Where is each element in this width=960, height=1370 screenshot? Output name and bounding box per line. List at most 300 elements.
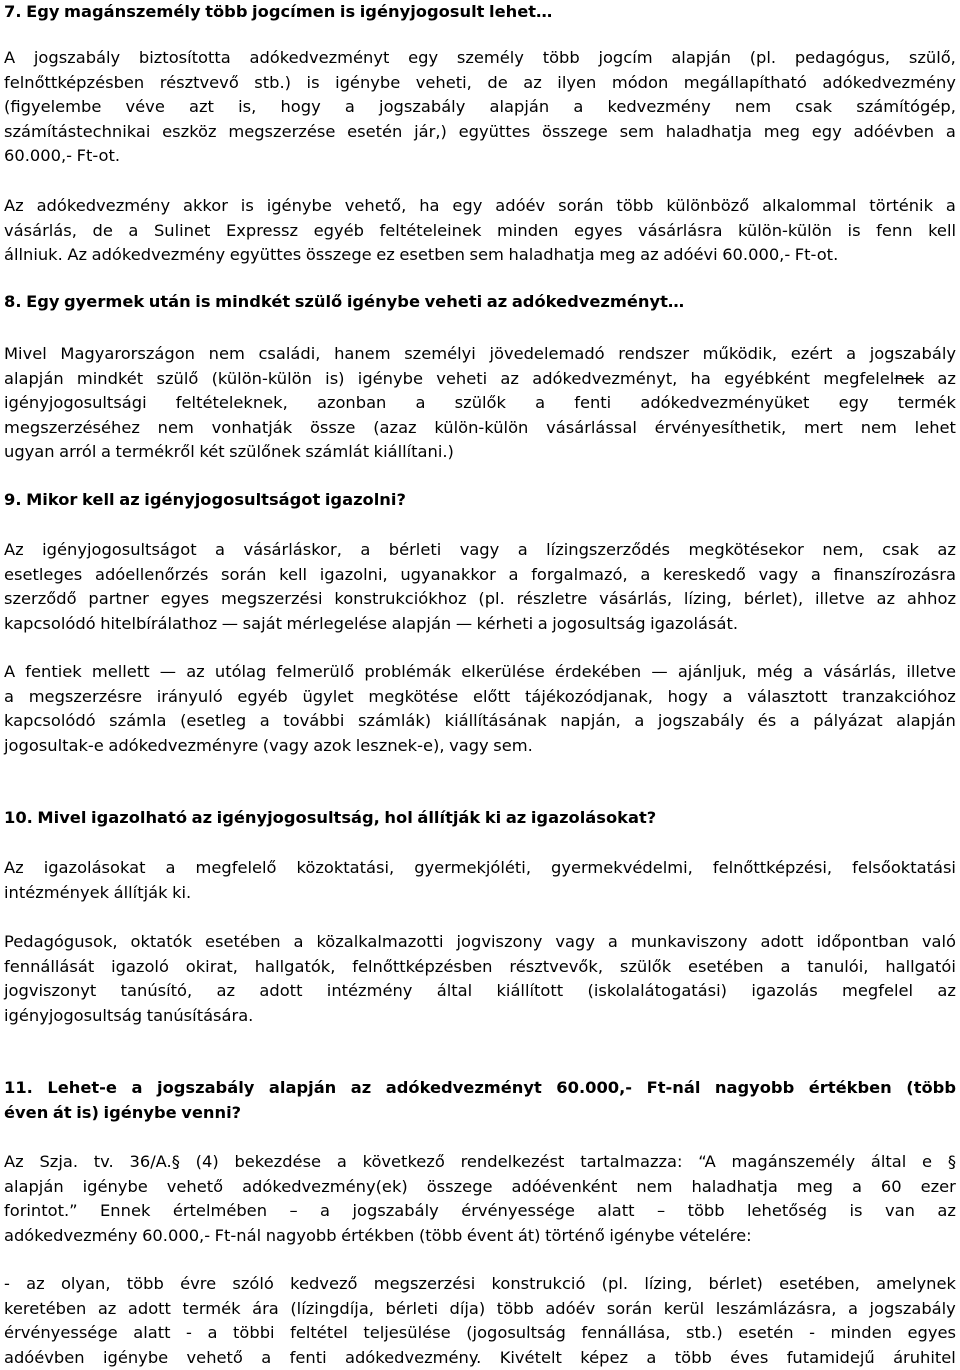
word: vásárlás, (4, 220, 77, 240)
word: veheti (424, 292, 483, 311)
word: vásárlás, (599, 589, 673, 608)
word: fennállását (4, 956, 95, 976)
text-line (4, 1101, 956, 1126)
word: adott (127, 1298, 171, 1318)
word: a (259, 711, 270, 730)
word: igazolható (91, 808, 188, 827)
word: fenti (289, 1347, 327, 1367)
word: igénybe (266, 196, 332, 215)
word: vehető (166, 1176, 224, 1196)
word: hanem (334, 344, 391, 363)
word: okirat, (185, 956, 238, 976)
word: minden (497, 220, 559, 240)
word: a (848, 1298, 858, 1318)
word: adóév (545, 1298, 596, 1318)
word: egyéb (237, 686, 288, 706)
word: az (26, 1274, 45, 1293)
word: nem (734, 97, 772, 116)
word: összege (426, 1176, 493, 1196)
word: is (847, 220, 861, 240)
word: együttes (458, 121, 531, 141)
word: alapján (489, 97, 550, 116)
word: nem, (822, 540, 864, 559)
paragraph-when-to-prove (4, 538, 956, 636)
word: esetben (399, 245, 465, 264)
word: előtt (473, 686, 511, 706)
word: oktatók (130, 932, 193, 951)
word: többi (233, 1323, 275, 1342)
word: 60.000,- (4, 146, 73, 165)
word: Szja. (39, 1152, 79, 1171)
word: Ft-nál (646, 1078, 701, 1097)
word: is (195, 292, 211, 311)
word: hogy (667, 686, 708, 706)
word: adókedvezményüket (640, 393, 810, 412)
word: alatt (133, 1323, 171, 1342)
word: résztvevő (159, 72, 239, 92)
word: tartalmazza: (580, 1152, 683, 1171)
word: 60 (880, 1176, 902, 1196)
word: részletre (516, 589, 588, 608)
text-line (4, 1224, 956, 1249)
word: adókedvezmény (91, 245, 226, 264)
paragraph-recommendation (4, 660, 956, 758)
word: esetében, (779, 1274, 860, 1293)
word: ha (690, 368, 711, 388)
word: (lízingdíja, (290, 1298, 374, 1318)
word: gyermekvédelmi, (551, 858, 693, 877)
paragraph-law-quote (4, 1150, 956, 1248)
word: akkor (182, 196, 228, 215)
word: termék (182, 1298, 241, 1318)
word: megszerzéséhez (4, 417, 140, 437)
text-line (4, 881, 956, 906)
word: adóellenőrzés (94, 564, 209, 584)
word: jogosultság (552, 613, 646, 633)
word: veheti, (415, 72, 472, 92)
word: kiállítani.) (373, 442, 454, 461)
word: adókedvezményt, (532, 368, 678, 388)
word: Ft-ot. (794, 245, 839, 264)
word: a (607, 932, 618, 951)
word: összege (305, 245, 372, 264)
word: egy (811, 121, 842, 141)
word: illetve (815, 589, 865, 608)
word: adóév (495, 196, 546, 215)
word: igénybe (102, 1347, 169, 1367)
word: az (937, 1201, 956, 1220)
text-line (4, 1321, 956, 1346)
word: jár,) (414, 121, 447, 141)
word: és (757, 711, 777, 730)
word: személy (456, 48, 524, 67)
word: vásárláskor, (243, 540, 342, 559)
text-line (4, 1150, 956, 1175)
word: (esetleg (180, 711, 247, 730)
word: Magyarországon (60, 344, 195, 363)
word: alatt (597, 1201, 635, 1220)
word: (több (418, 1225, 463, 1245)
word: elkerülése (461, 662, 545, 681)
word: vásárlás, (823, 662, 897, 681)
heading-8 (4, 290, 956, 315)
word: nem (636, 1176, 673, 1196)
word: a (803, 662, 814, 681)
word: igényjogosultságot (42, 540, 197, 559)
word: igazolását. (650, 613, 739, 633)
text-line (4, 709, 956, 734)
heading-11 (4, 1076, 956, 1125)
word: személyi (404, 344, 476, 363)
word: szerződő (4, 589, 77, 608)
word: adókedvezményt (385, 1078, 542, 1097)
word: hallgatók, (254, 956, 336, 976)
word: a (945, 121, 956, 141)
word: haladhatja (691, 1176, 778, 1196)
word: Az (4, 196, 24, 215)
text-line (4, 144, 956, 169)
text-line (4, 95, 956, 120)
word: igazolni, (319, 564, 388, 584)
word: további (283, 711, 345, 730)
word: alapján (896, 711, 956, 730)
word: állítják (417, 808, 481, 827)
word: – (656, 1201, 666, 1220)
word: az (97, 1298, 117, 1318)
word: vehető (186, 1347, 243, 1367)
word: bekezdése (234, 1152, 322, 1171)
paragraph-leasing (4, 1272, 956, 1370)
word: a (261, 1347, 272, 1367)
word: konstrukciókhoz (334, 589, 467, 608)
word: lízingszerződés (546, 540, 670, 559)
word: igazoló (111, 956, 169, 976)
word: véve (125, 97, 165, 116)
word: sem (469, 245, 504, 264)
word: “A (698, 1152, 716, 1171)
word: éves (730, 1347, 769, 1367)
word: haladhatja (508, 245, 595, 264)
word: számítástechnikai (4, 121, 151, 141)
word: lízing, (644, 1274, 693, 1293)
word: az (523, 72, 542, 92)
word: a (207, 1323, 218, 1342)
word: alkalommal (762, 196, 857, 215)
word: jogosultak-e (4, 735, 104, 755)
word: tranzakcióhoz (842, 686, 956, 706)
word: feltételeinek (379, 220, 482, 240)
word: tanulói, (807, 956, 869, 976)
word: mellett (91, 662, 150, 681)
word: (külön-külön (211, 368, 312, 388)
word: éven (4, 1102, 49, 1122)
word: megfelelő (195, 858, 277, 877)
word: mindkét (76, 368, 144, 388)
word: finanszírozásra (833, 564, 956, 584)
word: módon (611, 72, 669, 92)
word: több (687, 1201, 725, 1220)
word: való (921, 932, 956, 951)
word: a (535, 393, 546, 412)
word: esetében (687, 956, 764, 976)
word: szóló (232, 1274, 274, 1293)
text-line (4, 488, 956, 513)
word: igényjogosult (359, 2, 485, 21)
word: számla (109, 711, 167, 730)
word: következő (362, 1152, 445, 1171)
word: számítógép, (856, 97, 956, 116)
word: olyan, (60, 1274, 111, 1293)
text-line (4, 930, 956, 955)
word: tanúsító, (120, 981, 193, 1000)
word: nagyobb (265, 1225, 337, 1245)
word: igazolni? (324, 490, 406, 509)
paragraph-issuers (4, 856, 956, 905)
word: igényjogosultság, (216, 808, 380, 827)
word: jogszabály (379, 97, 466, 116)
text-line (4, 685, 956, 710)
word: megkötésekor (688, 540, 804, 559)
word: közalkalmazotti (316, 932, 444, 951)
word: intézmények (4, 882, 110, 902)
word: értékben (341, 1225, 415, 1245)
word: Mivel (4, 344, 47, 363)
word: alapján (4, 368, 64, 388)
word: utólag (214, 662, 267, 681)
word: Ft-ot. (76, 146, 121, 165)
word: a (789, 711, 800, 730)
word: kereskedő (663, 564, 746, 584)
word: lízing, (683, 589, 732, 608)
word: egyéb (313, 220, 364, 240)
word: gyermek (64, 292, 145, 311)
word: arról (59, 442, 97, 461)
word: jogviszony (456, 932, 543, 951)
word: megszerzése (228, 121, 336, 141)
word: rendelkezést (460, 1152, 565, 1171)
word: mert (803, 417, 843, 437)
word: ezer (920, 1176, 956, 1196)
word: szülő (294, 292, 343, 311)
word: 7. (4, 2, 22, 21)
word: vagy (449, 735, 489, 755)
word: az (640, 245, 659, 264)
word: megállapítható (683, 72, 807, 92)
word: Pedagógusok, (4, 932, 118, 951)
word: munkaviszony (630, 932, 748, 951)
word: is) (325, 368, 345, 388)
word: az (191, 808, 213, 827)
word: vehető, (344, 196, 407, 215)
word: Kivételt (499, 1347, 562, 1367)
word: venni? (181, 1102, 242, 1122)
word: rendszer (618, 344, 690, 363)
word: az (937, 981, 956, 1000)
word: igénybe (346, 292, 420, 311)
word: külön-külön (434, 417, 529, 437)
text-line (4, 587, 956, 612)
word: jogszabály (657, 711, 745, 730)
word: adóévben (853, 121, 935, 141)
word: érvényesíthetik, (654, 417, 787, 437)
word: egy (452, 196, 483, 215)
word: pedagógus, (794, 48, 891, 67)
word: felmerülő (276, 662, 355, 681)
word: során (558, 196, 604, 215)
word: tv. (93, 1152, 114, 1171)
text-line (4, 391, 956, 416)
word: nem (157, 417, 194, 437)
word: ára (252, 1298, 279, 1318)
word: alapján (268, 1078, 337, 1097)
word: jogszabály (352, 1201, 439, 1220)
word: a (640, 564, 651, 584)
word: 11. (4, 1078, 33, 1097)
text-line (4, 1004, 956, 1029)
word: meg (763, 121, 800, 141)
word: lehetőség (747, 1201, 828, 1220)
word: kell (928, 220, 956, 240)
word: a (810, 564, 821, 584)
word: több (496, 1298, 534, 1318)
word: (pl. (478, 589, 505, 608)
word: vásárlásra (638, 220, 723, 240)
word: egyébként (724, 368, 811, 388)
word: felnőttképzési, (712, 858, 833, 877)
word: Egy (26, 2, 60, 21)
word: az (119, 490, 140, 509)
word: kedvező (290, 1274, 358, 1293)
text-line (4, 1199, 956, 1224)
word: feltételeknek, (175, 393, 288, 412)
word: szülők (619, 956, 672, 976)
word: eszköz (162, 121, 217, 141)
word: a (846, 344, 857, 363)
word: Mivel (37, 808, 87, 827)
word: érvényessége (461, 1201, 575, 1220)
word: a (851, 1176, 862, 1196)
word: a (360, 540, 371, 559)
word: fennállása, (581, 1323, 671, 1342)
word: kerül (663, 1298, 705, 1318)
text-line (4, 979, 956, 1004)
word: érdekében (554, 662, 642, 681)
text-line (4, 1175, 956, 1200)
word: során (606, 1298, 653, 1318)
word: szülő (156, 368, 199, 388)
word: adókedvezményt… (511, 292, 685, 311)
text-line (4, 46, 956, 71)
word: az (500, 368, 519, 388)
paragraph-multiple-purchases (4, 194, 956, 268)
paragraph-documents (4, 930, 956, 1028)
word: adókedvezmény (4, 1225, 138, 1245)
word: által (436, 981, 473, 1000)
word: a (945, 196, 956, 215)
word: termék (897, 393, 956, 412)
word: ki. (172, 882, 192, 902)
word: fentiek (25, 662, 82, 681)
word: stb.) (685, 1323, 723, 1342)
text-line (4, 290, 956, 315)
word: a (131, 1078, 143, 1097)
word: - (4, 1274, 10, 1293)
word: meg (599, 245, 636, 264)
word: igényjogosultság (4, 1005, 143, 1025)
word: – (289, 1201, 298, 1220)
word: igénybe (357, 368, 423, 388)
text-line (4, 612, 956, 637)
word: vagy (758, 564, 799, 584)
word: ha (419, 196, 440, 215)
word: történő (545, 1225, 605, 1245)
strikethrough-text: nek (894, 368, 925, 388)
word: — (455, 613, 473, 633)
word: irányuló (156, 686, 223, 706)
word: esetleges (4, 564, 83, 584)
word: át (52, 1102, 72, 1122)
word: résztvevők, (509, 956, 603, 976)
word: e (922, 1152, 933, 1171)
word: együttes (229, 245, 302, 264)
word: még (756, 662, 793, 681)
word: több (205, 2, 248, 21)
word: igénybe (103, 1102, 177, 1122)
word: hol (384, 808, 413, 827)
word: stb.) (254, 72, 292, 92)
word: időpontban (816, 932, 909, 951)
word: érvényessége (4, 1323, 118, 1342)
word: - (809, 1323, 815, 1342)
heading-9 (4, 488, 956, 513)
word: alapján (671, 48, 731, 67)
word: Mikor (26, 490, 78, 509)
word: (pl. (601, 1274, 629, 1293)
word: (figyelembe (4, 97, 102, 116)
word: a (573, 97, 584, 116)
word: Lehet-e (47, 1078, 117, 1097)
word: 60.000,- (722, 245, 791, 264)
text-line (4, 1346, 956, 1370)
word: felnőttképzésben (352, 956, 493, 976)
word: az (486, 292, 508, 311)
word: két (199, 442, 225, 461)
word: több (674, 1347, 712, 1367)
word: ki (484, 808, 502, 827)
word: de (487, 72, 508, 92)
heading-7 (4, 0, 956, 25)
word: is (849, 1201, 863, 1220)
word: igazolásokat? (530, 808, 657, 827)
word: lehet (914, 417, 956, 437)
word: díja) (449, 1298, 486, 1318)
word: adókedvezmény. (344, 1347, 482, 1367)
word: (iskolalátogatási) (587, 981, 728, 1000)
word: az (186, 662, 205, 681)
text-line (4, 0, 956, 25)
word: több (542, 48, 580, 67)
word: választott (747, 686, 828, 706)
word: azt (189, 97, 214, 116)
word: saját (242, 613, 282, 633)
text-line (4, 856, 956, 881)
word: fenti (574, 393, 612, 412)
word: illetve (906, 662, 956, 681)
word: Ft-nál (214, 1225, 262, 1245)
word: 36/A.§ (129, 1152, 180, 1171)
word: konstrukció (491, 1274, 586, 1293)
text-line (4, 538, 956, 563)
